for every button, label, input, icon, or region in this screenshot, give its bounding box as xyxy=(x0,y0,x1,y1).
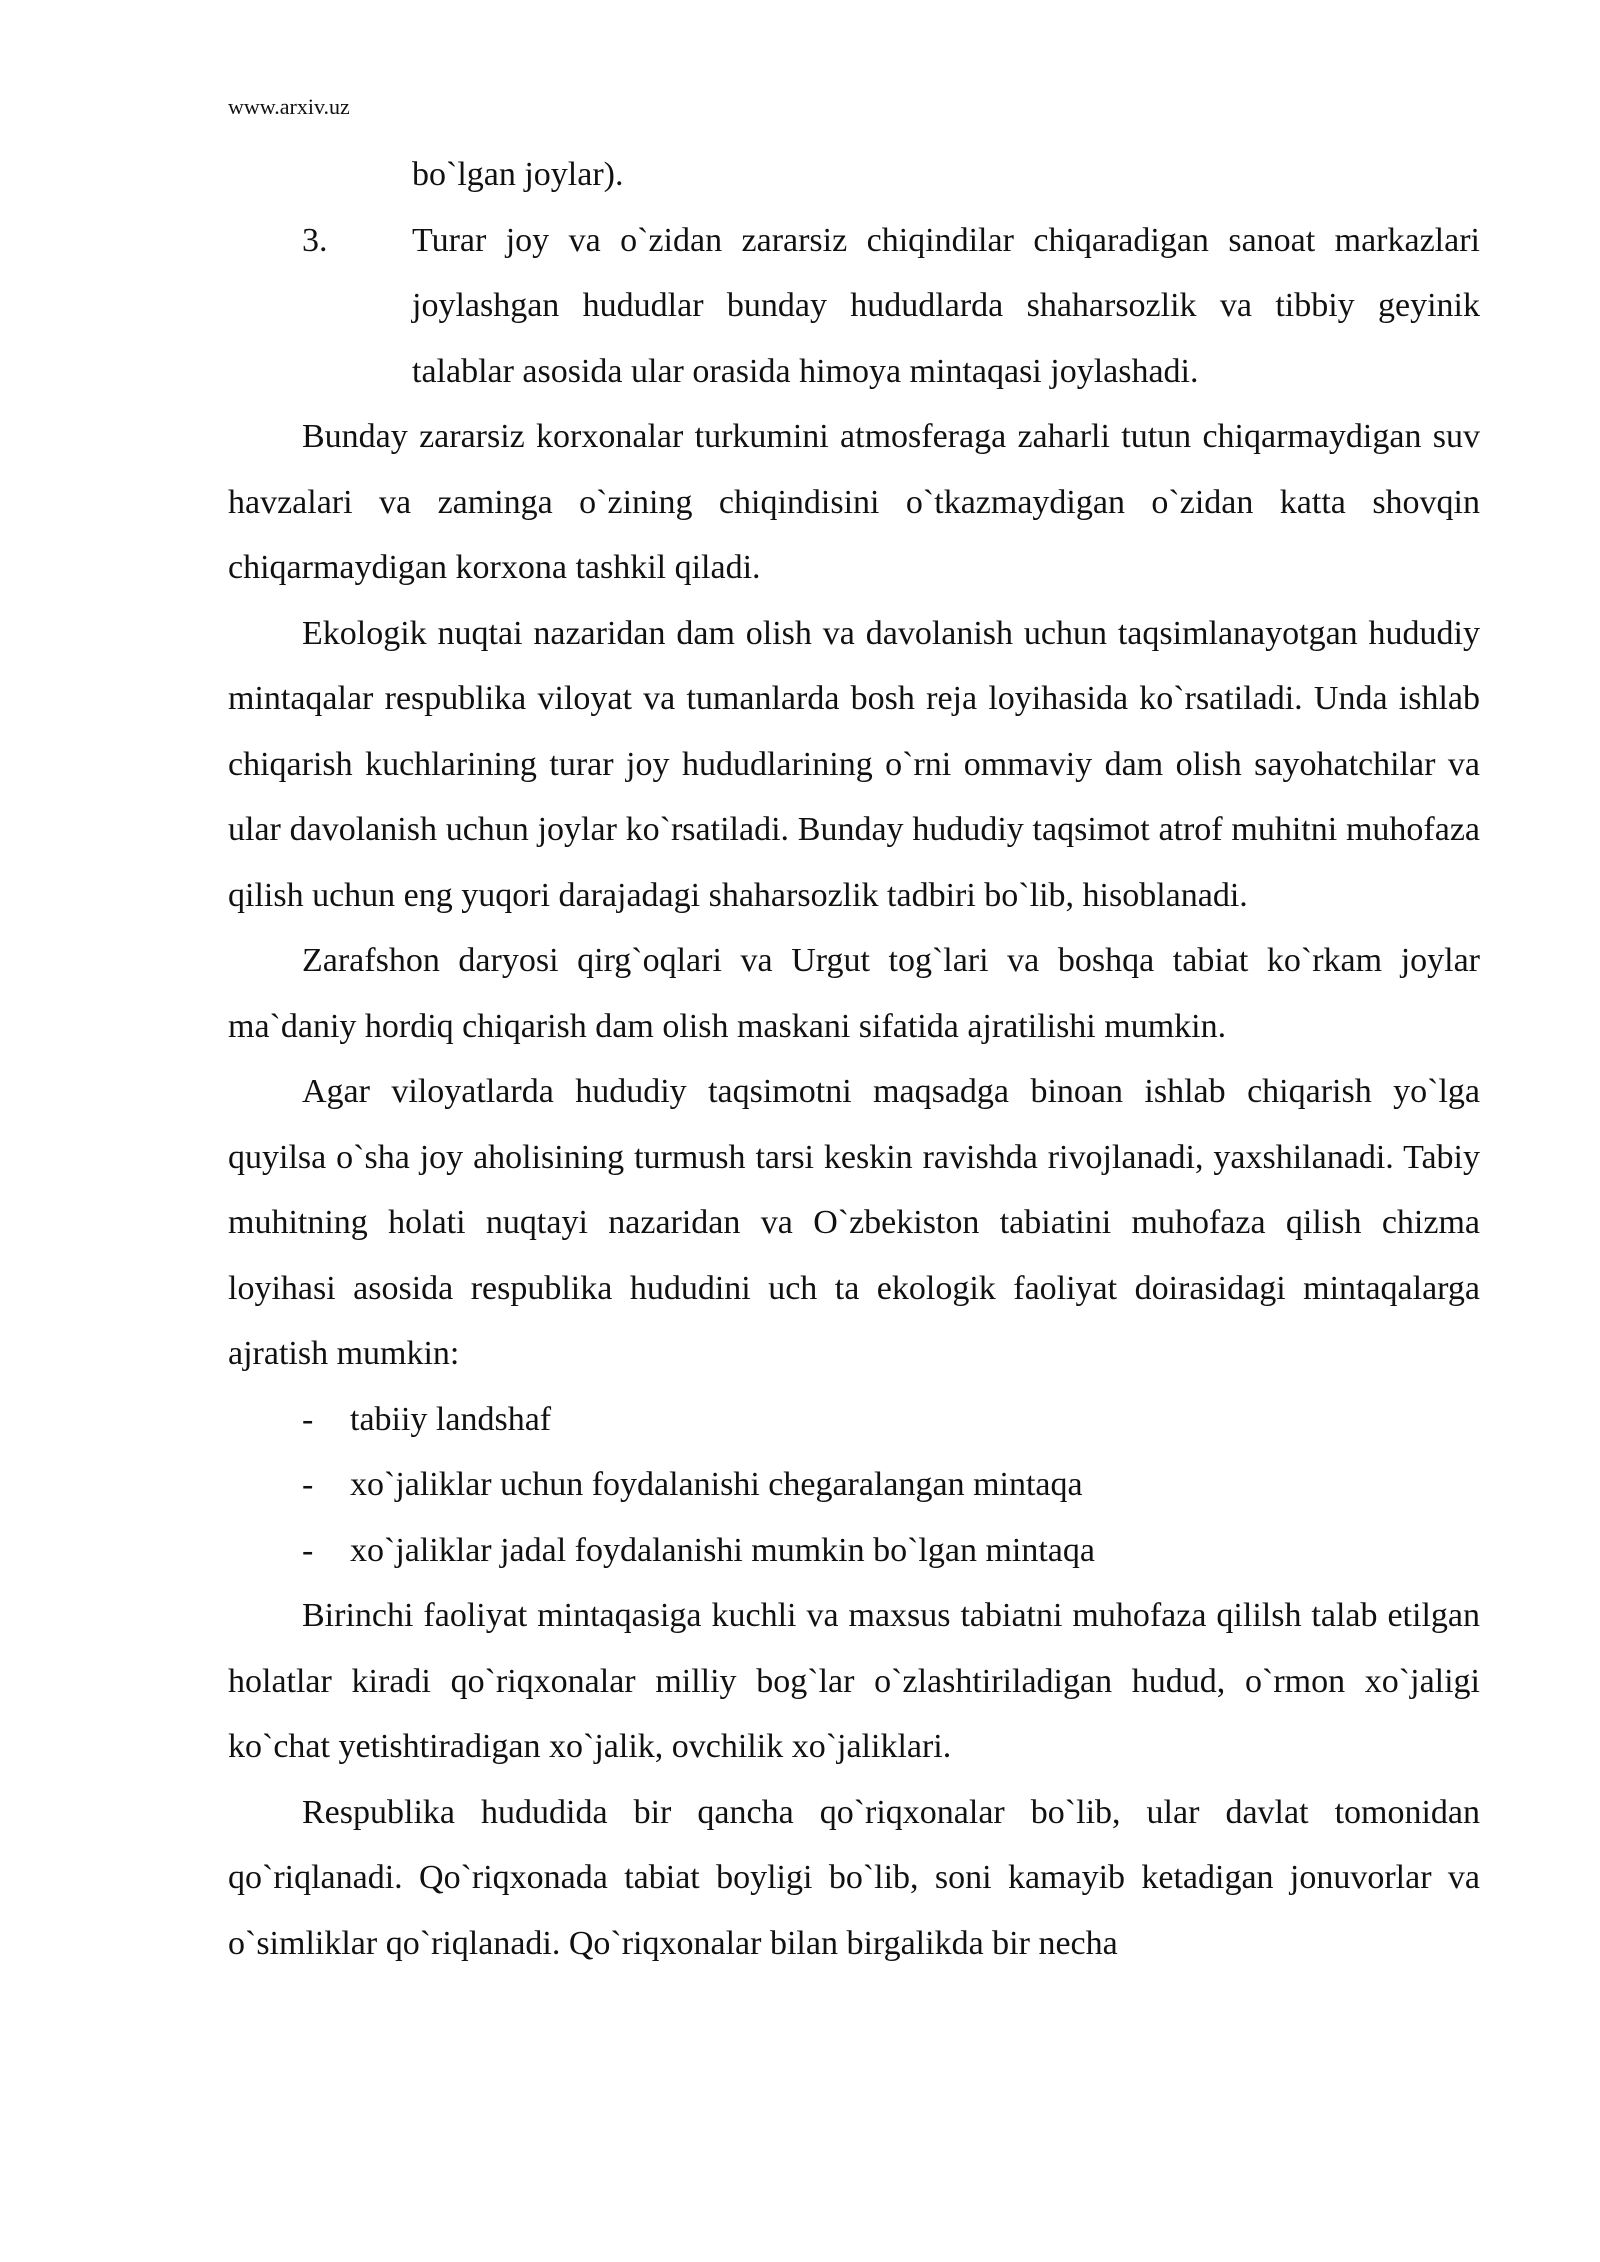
dash-list-item xyxy=(228,1387,1480,1453)
paragraph: Agar viloyatlarda hududiy taqsimotni maqsadga binoan ishlab chiqarish yo`lga quyilsa o`sha joy aholisining turmush tarsi keskin ravishda rivojlanadi, yaxshilanadi. Tabiy muhitning holati nuqtayi nazaridan va O`zbekiston tabiatini muhofaza qilish chizma loyihasi asosida respublika hududini uch ta ekologik faoliyat doirasidagi mintaqalarga ajratish mumkin: xyxy=(228,1073,1480,1372)
dash-marker: - xyxy=(302,1466,314,1503)
paragraph: Birinchi faoliyat mintaqasiga kuchli va maxsus tabiatni muhofaza qililsh talab etilgan holatlar kiradi qo`riqxonalar milliy bog`lar o`zlashtiriladigan hudud, o`rmon xo`jaligi ko`chat yetishtiradigan xo`jalik, ovchilik xo`jaliklari. xyxy=(228,1597,1480,1765)
site-header: www.arxiv.uz xyxy=(228,94,350,119)
continuation-line: bo`lgan joylar). xyxy=(412,156,624,193)
item-text: Turar joy va o`zidan zararsiz chiqindilar chiqaradigan sanoat markazlari joylashgan hududlar bunday hududlarda shaharsozlik va tibbiy geyinik talablar asosida ular orasida himoya mintaqasi joylashadi. xyxy=(412,221,1480,390)
dash-item-text: xo`jaliklar jadal foydalanishi mumkin bo`lgan mintaqa xyxy=(350,1531,1095,1569)
dash-list-item xyxy=(228,1518,1480,1584)
numbered-item xyxy=(228,208,1480,405)
paragraph: Zarafshon daryosi qirg`oqlari va Urgut tog`lari va boshqa tabiat ko`rkam joylar ma`daniy hordiq chiqarish dam olish maskani sifatida ajratilishi mumkin. xyxy=(228,942,1480,1045)
paragraph: Bunday zararsiz korxonalar turkumini atmosferaga zaharli tutun chiqarmaydigan suv havzalari va zaminga o`zining chiqindisini o`tkazmaydigan o`zidan katta shovqin chiqarmaydigan korxona tashkil qiladi. xyxy=(228,418,1480,586)
dash-list-item xyxy=(228,1452,1480,1518)
dash-item-text: xo`jaliklar uchun foydalanishi chegaralangan mintaqa xyxy=(350,1466,1083,1503)
document-body xyxy=(228,142,1480,1976)
paragraph: Ekologik nuqtai nazaridan dam olish va davolanish uchun taqsimlanayotgan hududiy mintaqalar respublika viloyat va tumanlarda bosh reja loyihasida ko`rsatiladi. Unda ishlab chiqarish kuchlarining turar joy hududlarining o`rni ommaviy dam olish sayohatchilar va ular davolanish uchun joylar ko`rsatiladi. Bunday hududiy taqsimot atrof muhitni muhofaza qilish uchun eng yuqori darajadagi shaharsozlik tadbiri bo`lib, hisoblanadi. xyxy=(228,614,1480,914)
dash-item-text: tabiiy landshaf xyxy=(350,1400,552,1438)
paragraph: Respublika hududida bir qancha qo`riqxonalar bo`lib, ular davlat tomonidan qo`riqlanadi. Qo`riqxonada tabiat boyligi bo`lib, soni kamayib ketadigan jonuvorlar va o`simliklar qo`riqlanadi. Qo`riqxonalar bilan birgalikda bir necha xyxy=(228,1793,1480,1962)
dash-marker: - xyxy=(302,1531,314,1569)
dash-marker: - xyxy=(302,1400,314,1438)
item-number: 3. xyxy=(302,221,328,259)
